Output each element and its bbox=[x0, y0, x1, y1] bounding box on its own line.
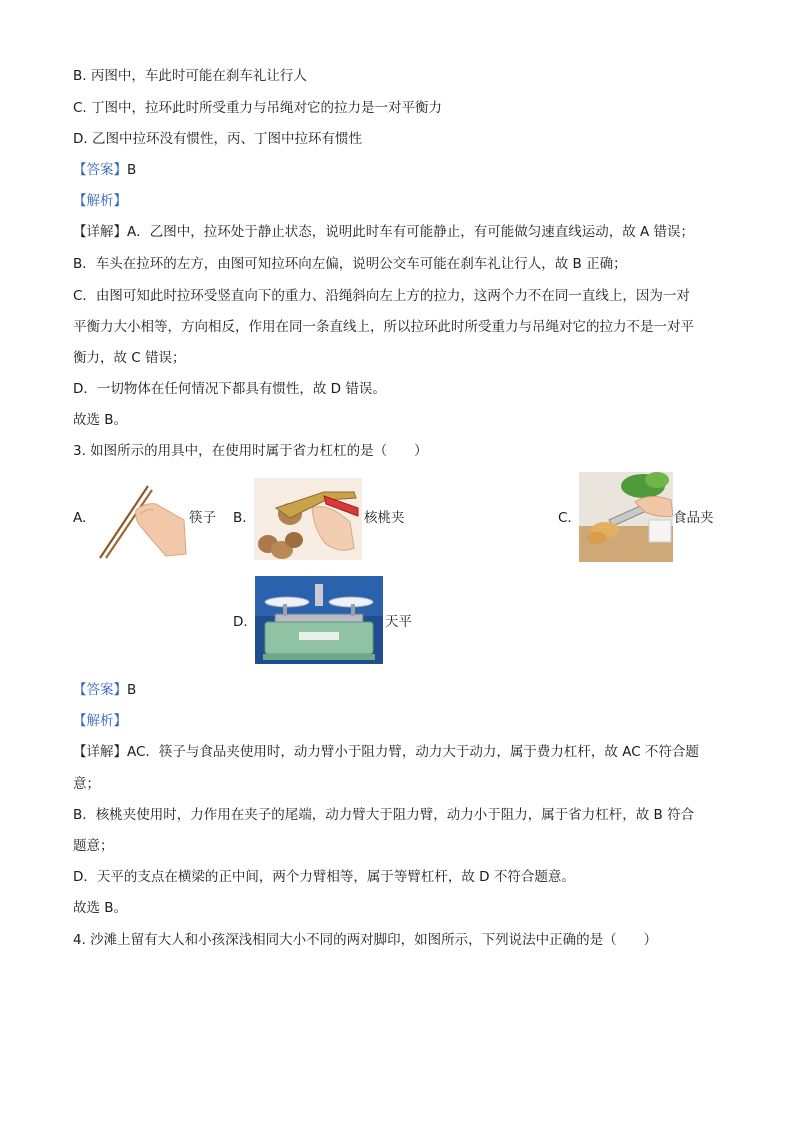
nutcracker-image bbox=[254, 478, 362, 560]
analysis-label: 【解析】 bbox=[73, 193, 127, 209]
option-d-text: D. 乙图中拉环没有惯性，丙、丁图中拉环有惯性 bbox=[73, 131, 362, 147]
q3-detail-tag: 【详解】 bbox=[73, 744, 127, 760]
food-tongs-image bbox=[579, 472, 673, 562]
option-b-text: B. 丙图中，车此时可能在刹车礼让行人 bbox=[73, 68, 307, 84]
option-d-name: 天平 bbox=[385, 614, 412, 630]
q3-detail-ac-text-1: AC．筷子与食品夹使用时，动力臂小于阻力臂，动力大于动力，属于费力杠杆，故 AC 不符合题 bbox=[127, 744, 699, 760]
q3-detail-b-text-2: 题意； bbox=[73, 838, 114, 854]
option-b-name: 核桃夹 bbox=[364, 510, 405, 526]
option-b-letter: B. bbox=[233, 510, 247, 526]
q3-detail-ac-text-2: 意； bbox=[73, 776, 100, 792]
q3-detail-ac-line bbox=[73, 742, 699, 762]
q3-analysis-label: 【解析】 bbox=[73, 713, 127, 729]
detail-c-text-1: C．由图可知此时拉环受竖直向下的重力、沿绳斜向左上方的拉力，这两个力不在同一直线上，因为一对 bbox=[73, 288, 690, 304]
detail-b-text: B．车头在拉环的左方，由图可知拉环向左偏，说明公交车可能在刹车礼让行人，故 B 正确； bbox=[73, 256, 627, 272]
analysis-tag bbox=[73, 191, 127, 211]
detail-a-line bbox=[73, 222, 694, 242]
question-4-stem: 4. 沙滩上留有大人和小孩深浅相同大小不同的两对脚印，如图所示，下列说法中正确的是（ ） bbox=[73, 932, 658, 948]
q3-answer-tag: 【答案】 bbox=[73, 682, 127, 698]
option-c-letter: C. bbox=[558, 510, 572, 526]
q3-conclusion-text: 故选 B。 bbox=[73, 900, 128, 916]
detail-c-text-2: 平衡力大小相等，方向相反，作用在同一条直线上，所以拉环此时所受重力与吊绳对它的拉力不是一对平 bbox=[73, 319, 694, 335]
q3-answer-value: B bbox=[127, 682, 137, 698]
question-3-stem: 3. 如图所示的用具中，在使用时属于省力杠杠的是（ ） bbox=[73, 443, 428, 459]
q3-detail-b-text-1: B．核桃夹使用时，力作用在夹子的尾端，动力臂大于阻力臂，动力小于阻力，属于省力杠杆，故 B 符合 bbox=[73, 807, 695, 823]
answer-line bbox=[73, 160, 136, 180]
option-a-name: 筷子 bbox=[189, 510, 216, 526]
balance-scale-image bbox=[255, 576, 383, 664]
detail-tag: 【详解】 bbox=[73, 224, 127, 240]
q3-detail-d-text: D．天平的支点在横梁的正中间，两个力臂相等，属于等臂杠杆，故 D 不符合题意。 bbox=[73, 869, 575, 885]
answer-tag: 【答案】 bbox=[73, 162, 127, 178]
answer-value: B bbox=[127, 162, 137, 178]
option-a-letter: A. bbox=[73, 510, 87, 526]
option-d-letter: D. bbox=[233, 614, 248, 630]
q3-analysis-tag bbox=[73, 711, 127, 731]
detail-c-text-3: 衡力，故 C 错误； bbox=[73, 350, 186, 366]
conclusion-text: 故选 B。 bbox=[73, 412, 128, 428]
chopsticks-image bbox=[96, 480, 188, 560]
option-c-text: C. 丁图中，拉环此时所受重力与吊绳对它的拉力是一对平衡力 bbox=[73, 100, 443, 116]
q3-answer-line bbox=[73, 680, 136, 700]
detail-d-text: D．一切物体在任何情况下都具有惯性，故 D 错误。 bbox=[73, 381, 386, 397]
option-c-name: 食品夹 bbox=[673, 510, 714, 526]
detail-a-text: A．乙图中，拉环处于静止状态，说明此时车有可能静止，有可能做匀速直线运动，故 A 错误； bbox=[127, 224, 695, 240]
